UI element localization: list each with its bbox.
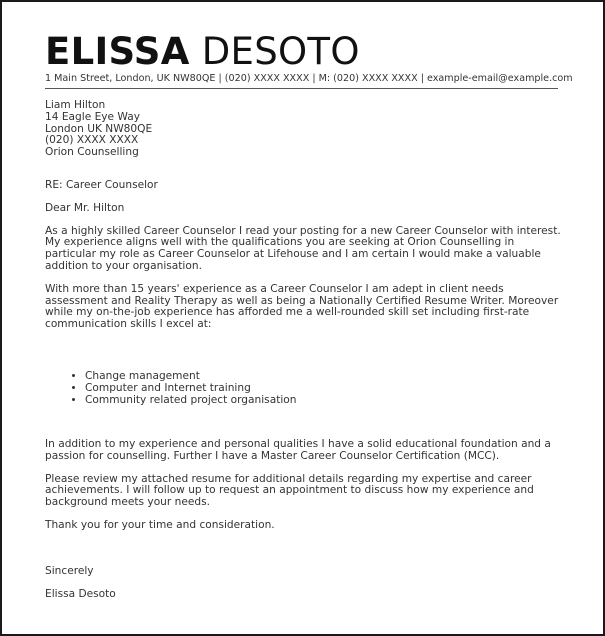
signature-name: Elissa Desoto bbox=[45, 587, 116, 600]
subject-line: RE: Career Counselor bbox=[45, 178, 158, 191]
recipient-company: Orion Counselling bbox=[45, 146, 139, 159]
sender-last-name: DESOTO bbox=[201, 30, 360, 73]
salutation: Dear Mr. Hilton bbox=[45, 201, 125, 214]
sender-first-name: ELISSA bbox=[45, 30, 190, 73]
paragraph-follow-up: Please review my attached resume for additional details regarding my expertise and career achievements. I will follow up to request an appointment to discuss how my experience and background meets your needs. bbox=[45, 472, 534, 509]
sender-name bbox=[45, 32, 565, 72]
recipient-street: 14 Eagle Eye Way bbox=[45, 110, 140, 123]
paragraph-thanks: Thank you for your time and consideration. bbox=[45, 518, 275, 531]
recipient-city: London UK NW80QE bbox=[45, 122, 153, 135]
list-item: • Community related project organisation bbox=[85, 394, 565, 406]
recipient-address bbox=[45, 100, 565, 159]
paragraph-education: In addition to my experience and personal qualities I have a solid educational foundation and a passion for counselling. Further I have a Master Career Counselor Certification (MCC). bbox=[45, 437, 551, 462]
list-item: • Computer and Internet training bbox=[85, 382, 565, 394]
letter-content bbox=[45, 30, 573, 600]
paragraph-intro: As a highly skilled Career Counselor I read your posting for a new Career Counselor with interest. My experience aligns well with the qualifications you are seeking at Orion Counselling in particular my role as Career Counselor at Lifehouse and I am certain I would make a valuable addition to your organisation. bbox=[45, 224, 561, 272]
recipient-name: Liam Hilton bbox=[45, 99, 106, 111]
list-item: • Change management bbox=[85, 370, 565, 382]
paragraph-experience: With more than 15 years' experience as a Career Counselor I am adept in client needs assessment and Reality Therapy as well as being a Nationally Certified Resume Writer. Moreover while my on-the-job experience has afforded me a well-rounded skill set including first-rate communication skills I excel at: bbox=[45, 282, 559, 331]
closing: Sincerely bbox=[45, 564, 94, 577]
skills-list bbox=[45, 370, 565, 406]
sender-contact-line: 1 Main Street, London, UK NW80QE | (020) XXXX XXXX | M: (020) XXXX XXXX | example-email@example.com bbox=[45, 73, 573, 84]
header-divider bbox=[45, 88, 558, 89]
recipient-phone: (020) XXXX XXXX bbox=[45, 134, 139, 147]
